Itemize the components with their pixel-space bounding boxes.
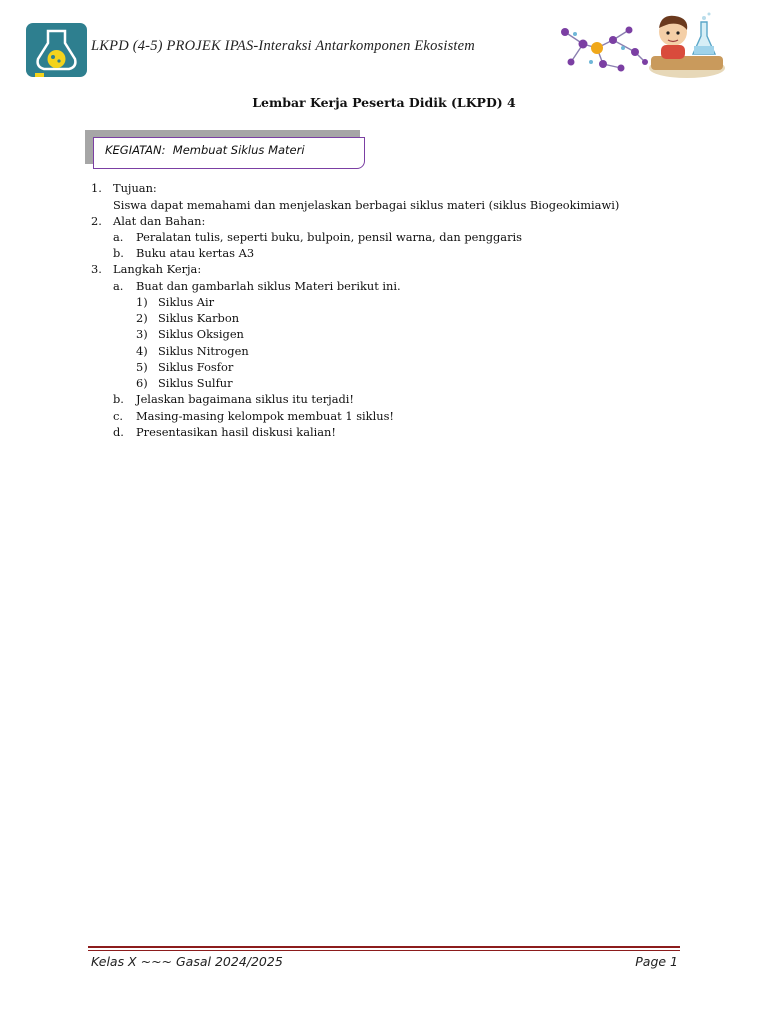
section-number: 3. — [91, 262, 102, 276]
header-title: LKPD (4-5) PROJEK IPAS-Interaksi Antarkomponen Ekosistem — [91, 38, 475, 54]
list-marker: c. — [113, 409, 124, 423]
list-marker: d. — [113, 425, 124, 439]
molecule-icon — [553, 22, 649, 74]
activity-label: KEGIATAN: — [105, 143, 166, 157]
list-marker: a. — [113, 230, 124, 244]
list-item: Presentasikan hasil diskusi kalian! — [136, 425, 336, 439]
list-marker: b. — [113, 246, 124, 260]
cycle-item: Siklus Nitrogen — [158, 344, 249, 358]
cycle-marker: 4) — [136, 344, 148, 358]
cycle-item: Siklus Air — [158, 295, 215, 309]
cycle-item: Siklus Karbon — [158, 311, 240, 325]
cycle-item: Siklus Oksigen — [158, 327, 244, 341]
list-item: Buat dan gambarlah siklus Materi berikut ini. — [136, 279, 401, 293]
activity-title: Membuat Siklus Materi — [172, 143, 305, 157]
cycle-marker: 6) — [136, 376, 148, 390]
flask-logo-icon — [26, 23, 87, 77]
section-heading-alat: Alat dan Bahan: — [113, 214, 206, 228]
footer-divider-thin — [88, 950, 680, 951]
list-marker: a. — [113, 279, 124, 293]
list-marker: b. — [113, 392, 124, 406]
scientist-illustration-icon — [647, 12, 727, 78]
tujuan-text: Siswa dapat memahami dan menjelaskan berbagai siklus materi (siklus Biogeokimiawi) — [113, 198, 620, 212]
section-number: 1. — [91, 181, 102, 195]
document-title: Lembar Kerja Peserta Didik (LKPD) 4 — [252, 95, 516, 110]
section-heading-langkah: Langkah Kerja: — [113, 262, 202, 276]
list-item: Buku atau kertas A3 — [136, 246, 255, 260]
section-heading-tujuan: Tujuan: — [113, 181, 157, 195]
footer-page-number: Page 1 — [635, 954, 678, 969]
footer-divider — [88, 946, 680, 948]
cycle-marker: 1) — [136, 295, 148, 309]
cycle-marker: 3) — [136, 327, 148, 341]
list-item: Masing-masing kelompok membuat 1 siklus! — [136, 409, 394, 423]
list-item: Peralatan tulis, seperti buku, bulpoin, pensil warna, dan penggaris — [136, 230, 523, 244]
cycle-item: Siklus Fosfor — [158, 360, 234, 374]
list-item: Jelaskan bagaimana siklus itu terjadi! — [136, 392, 354, 406]
section-number: 2. — [91, 214, 102, 228]
cycle-item: Siklus Sulfur — [158, 376, 233, 390]
cycle-marker: 2) — [136, 311, 148, 325]
cycle-marker: 5) — [136, 360, 148, 374]
footer-class-semester: Kelas X ~~~ Gasal 2024/2025 — [91, 954, 283, 969]
activity-heading — [105, 143, 305, 157]
